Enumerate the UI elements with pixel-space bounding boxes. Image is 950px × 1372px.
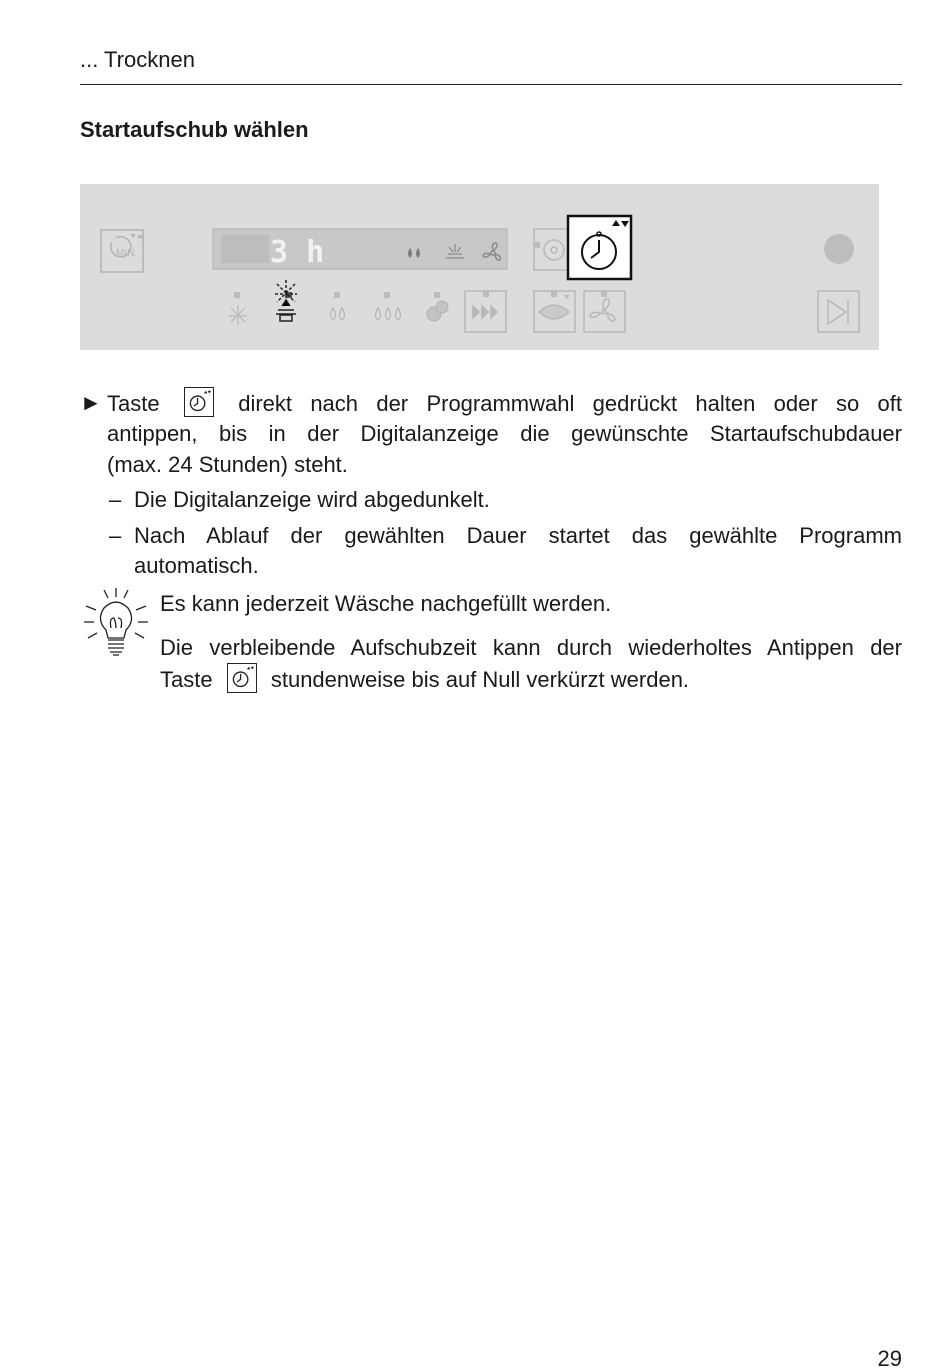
power-button-icon	[824, 234, 854, 264]
svg-text:MIN.: MIN.	[116, 248, 138, 259]
digital-display	[213, 229, 507, 270]
result-item-1: Die Digitalanzeige wird abgedunkelt.	[134, 487, 490, 512]
lightbulb-icon	[82, 588, 150, 662]
page-number: 29	[877, 1346, 902, 1371]
result-item-2-line-1: Nach Ablauf der gewählten Dauer startet das gewählte Programm	[134, 523, 902, 548]
timer-key-inline-icon	[184, 387, 214, 417]
section-title: Startaufschub wählen	[80, 117, 309, 142]
instruction-line-1	[107, 387, 902, 419]
laundry-key-icon	[534, 291, 575, 332]
tip-line-3	[160, 663, 689, 695]
start-key-icon	[818, 291, 859, 332]
tip-text: Taste	[160, 667, 213, 692]
tip-text: stundenweise bis auf Null verkürzt werden.	[270, 667, 690, 692]
fast-forward-key-icon	[465, 291, 506, 332]
running-header	[80, 44, 902, 85]
instruction-arrow: ►	[80, 390, 102, 415]
extra-dry-icon	[229, 305, 247, 325]
fan-key-icon	[584, 291, 625, 332]
gentle-icon	[427, 301, 448, 321]
control-panel-illustration	[80, 184, 879, 350]
control-panel-drawing	[80, 184, 879, 350]
timer-key-icon	[568, 216, 631, 279]
min-key-icon	[101, 230, 143, 272]
instruction-text: direkt nach der Programmwahl gedrückt halten oder so oft	[238, 391, 902, 416]
result-item-2-line-2: automatisch.	[134, 553, 259, 578]
selected-dry-icon	[275, 280, 297, 321]
instruction-line-2: antippen, bis in der Digitalanzeige die gewünschte Startaufschubdauer	[107, 421, 902, 446]
header-title: ... Trocknen	[80, 47, 195, 72]
drop-triple-icon	[376, 308, 401, 320]
display-value: 3 h	[270, 235, 325, 270]
drop-single-icon	[331, 308, 345, 320]
timer-key-inline-icon	[227, 663, 257, 693]
tip-line-2: Die verbleibende Aufschubzeit kann durch wiederholtes Antippen der	[160, 635, 902, 660]
result-dash: –	[109, 487, 122, 512]
result-dash: –	[109, 523, 122, 548]
instruction-line-3: (max. 24 Stunden) steht.	[107, 452, 348, 477]
tip-line-1: Es kann jederzeit Wäsche nachgefüllt werden.	[160, 591, 612, 616]
instruction-text: Taste	[107, 391, 160, 416]
